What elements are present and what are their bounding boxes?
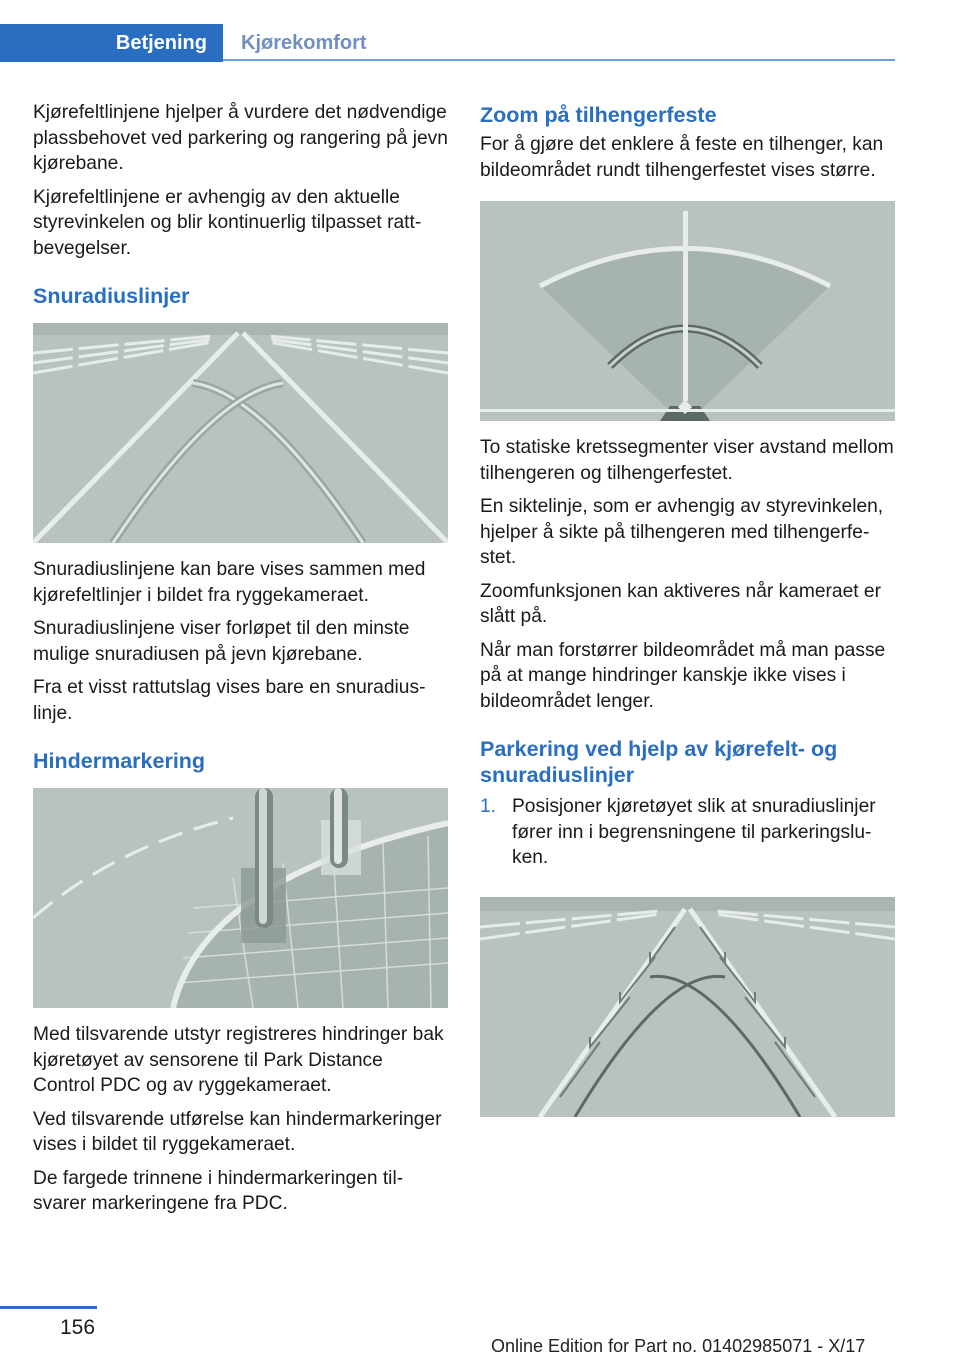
page-number: 156 <box>60 1316 96 1339</box>
paragraph: Kjørefeltlinjene er avhengig av den aktuelle styrevinkelen og blir kontinuerlig tilpasset rattbevegelser. <box>33 186 422 259</box>
paragraph: Ved tilsvarende utførelse kan hindermarkeringer vises i bildet til ryggekameraet. <box>33 1108 442 1155</box>
paragraph: Kjørefeltlinjene hjelper å vurdere det nødvendige plassbehovet ved parkering og rangering på jevn kjørebane. <box>33 102 448 174</box>
footer-rule <box>0 1306 97 1309</box>
left-column <box>33 100 448 1225</box>
list-number: 1. <box>480 796 497 817</box>
page-header <box>0 24 895 62</box>
paragraph: De fargede trinnene i hindermarkeringen tilsvarer markeringene fra PDC. <box>33 1167 404 1214</box>
figure-parking-lines <box>480 897 895 1117</box>
paragraph: Zoomfunksjonen kan aktiveres når kameraet er slått på. <box>480 580 881 627</box>
right-column <box>480 100 895 1117</box>
paragraph: Snuradiuslinjene viser forløpet til den minste mulige snuradiusen på jevn kjørebane. <box>33 618 410 665</box>
obstacle-marking-illustration <box>33 788 448 1008</box>
trailer-hitch-zoom-illustration <box>480 201 895 421</box>
paragraph: Snuradiuslinjene kan bare vises sammen med kjørefeltlinjer i bildet fra ryggekameraet. <box>33 559 426 606</box>
paragraph: Fra et visst rattutslag vises bare en snuradiuslinje. <box>33 677 426 724</box>
tab-kjorekomfort: Kjørekomfort <box>241 31 367 54</box>
list-item <box>480 794 895 871</box>
section-heading-hindermarkering: Hindermarkering <box>33 749 206 773</box>
paragraph: Med tilsvarende utstyr registreres hindringer bak kjøretøyet av sensorene til Park Distance Control PDC og av ryggekameraet. <box>33 1024 444 1096</box>
paragraph: Når man forstørrer bildeområdet må man passe på at mange hindringer kanskje ikke vises i bildeområdet lenger. <box>480 639 886 712</box>
turning-radius-illustration <box>33 323 448 543</box>
header-rule <box>223 59 895 61</box>
paragraph: En siktelinje, som er avhengig av styrevinkelen, hjelper å sikte på tilhengeren med tilhengerfestet. <box>480 496 884 568</box>
figure-turning-radius-lines <box>33 323 448 543</box>
parking-lines-illustration <box>480 897 895 1117</box>
figure-trailer-hitch-zoom <box>480 201 895 421</box>
edition-note: Online Edition for Part no. 01402985071 - X/17 <box>491 1336 866 1356</box>
figure-obstacle-marking <box>33 788 448 1008</box>
paragraph: To statiske kretssegmenter viser avstand mellom tilhengeren og tilhengerfestet. <box>480 437 894 484</box>
section-heading-parkering: Parkering ved hjelp av kjørefelt- og snuradiuslinjer <box>480 737 838 787</box>
tab-betjening: Betjening <box>0 24 223 62</box>
paragraph: For å gjøre det enklere å feste en tilhenger, kan bildeområdet rundt tilhengerfestet vises større. <box>480 134 884 181</box>
list-text: Posisjoner kjøretøyet slik at snuradiuslinjer fører inn i begrensningene til parkeringsluken. <box>512 796 876 868</box>
section-heading-snuradiuslinjer: Snuradiuslinjer <box>33 284 190 308</box>
section-heading-zoom: Zoom på tilhengerfeste <box>480 103 717 127</box>
